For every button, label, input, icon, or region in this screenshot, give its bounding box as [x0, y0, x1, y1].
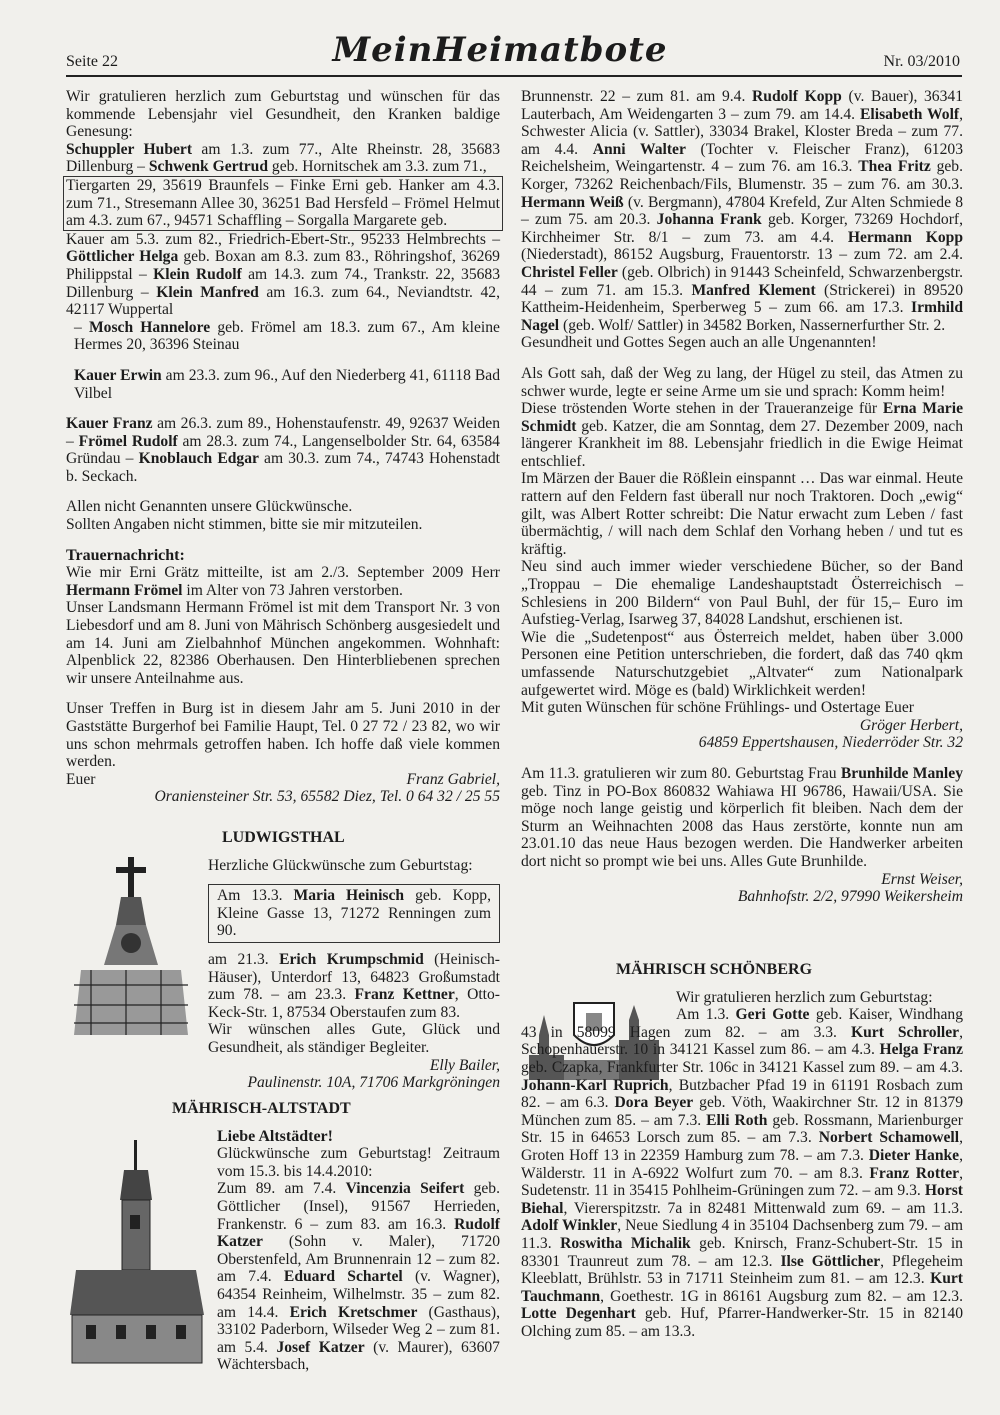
section-title: MÄHRISCH SCHÖNBERG — [616, 961, 813, 978]
right-column — [521, 88, 963, 906]
signature-name: Elly Bailer, — [429, 1056, 500, 1074]
birthday-entry: Kauer Franz am 26.3. zum 89., Hohenstaufenstr. 49, 92637 Weiden – Frömel Rudolf am 28.3. zum 74., Langenselbolder Str. 64, 63584 Gründau – Knoblauch Edgar am 30.3. zum 74., 74743 Hohenstadt b. Seckach. — [66, 415, 500, 485]
section-title: LUDWIGSTHAL — [222, 829, 345, 846]
schoenberg-section — [521, 961, 963, 1340]
signature-name: Ernst Weiser, — [881, 870, 963, 888]
signature-line: Euer Franz Gabriel, — [66, 770, 500, 788]
obituary-heading: Trauernachricht: — [66, 546, 185, 564]
birthday-entry: Kauer Erwin am 23.3. zum 96., Auf den Niederberg 41, 61118 Bad Vilbel — [74, 366, 500, 402]
signature-address: Paulinenstr. 10A, 71706 Markgröningen — [247, 1074, 500, 1092]
greeting: Herzliche Glückwünsche zum Geburtstag: — [208, 856, 473, 874]
condolence-quote: Als Gott sah, daß der Weg zu lang, der Hügel zu steil, das Atmen zu schwer wurde, legte er seine Arme um sie und sprach: Komm heim! — [521, 364, 963, 400]
greeting: Wir gratulieren herzlich zum Geburtstag: — [676, 988, 933, 1006]
page-number: Seite 22 — [66, 53, 118, 70]
wishes: Mit guten Wünschen für schöne Frühlings- und Ostertage Euer — [521, 699, 914, 717]
signature-address: 64859 Eppertshausen, Niederröder Str. 32 — [698, 734, 963, 752]
altstadt-section — [172, 1100, 501, 1374]
intro-text: Wir gratulieren herzlich zum Geburtstag und wünschen für das kommende Lebensjahr viel Gesundheit, den Kranken baldige Genesung: — [66, 88, 500, 141]
obituary-text: Diese tröstenden Worte stehen in der Traueranzeige für Erna Marie Schmidt geb. Katzer, die am Sonntag, dem 27. Dezember 2009, nach längerer Krankheit im 88. Lebensjahr friedlich in die Ewige Heimat entschlief. — [521, 400, 963, 470]
highlighted-entry: Am 13.3. Maria Heinisch geb. Kopp, Kleine Gasse 13, 71272 Renningen zum 90. — [208, 884, 500, 943]
page-header — [0, 0, 1000, 80]
signature-address: Bahnhofstr. 2/2, 97990 Weikersheim — [737, 888, 963, 906]
birthday-text: Am 11.3. gratulieren wir zum 80. Geburtstag Frau Brunhilde Manley geb. Tinz in PO-Box 860832 Wahiawa HI 96786, Hawaii/USA. Sie möge noch lange geistig und körperlich fit bleiben. Nach dem der Sturm an Weihnachten 2008 das Haus zerstörte, konnte nun am 23.01.10 das neue Haus bezogen werden. Die Handwerker arbeiten dort nicht so prompt wie bei uns. Alles Gute Brunhilde. — [521, 764, 963, 870]
church-illustration — [66, 1140, 206, 1365]
greeting-heading: Liebe Altstädter! — [217, 1127, 333, 1145]
obituary-text: Unser Landsmann Hermann Frömel ist mit dem Transport Nr. 3 von Liebesdorf und am 8. Juni von Mährisch Schönberg ausgesiedelt und am 14. Juni am Zielbahnhof München angekommen. Wohnhaft: Alpenblick 22, 82386 Oberhausen. Den Hinterbliebenen sprechen wir unsere Anteilnahme aus. — [66, 599, 500, 687]
signature-address: Oraniensteiner Str. 53, 65582 Diez, Tel. 0 64 32 / 25 55 — [154, 788, 500, 806]
header-rule — [66, 75, 962, 77]
ludwigsthal-section — [208, 829, 500, 1092]
birthday-list: Zum 89. am 7.4. Vincenzia Seifert geb. Göttlicher (Insel), 91567 Herrieden, Frankenstr. 6 – zum 83. am 16.3. Rudolf Katzer (Sohn v. Maler), 71720 Oberstenfeld, Am Brunnenrain 12 – zum 82. am 7.4. Eduard Schartel (v. Wagner), 64354 Reinheim, Wilhelmstr. 35 – zum 82. am 14.4. Erich Kretschmer (Gasthaus), 33102 Paderborn, Wilseder Weg 2 – zum 81. am 5.4. Josef Katzer (v. Maurer), 63607 Wächtersbach, — [217, 1180, 501, 1374]
wayside-cross-illustration — [66, 855, 196, 1040]
issue-number: Nr. 03/2010 — [883, 53, 960, 70]
period-text: Glückwünsche zum Geburtstag! Zeitraum vom 15.3. bis 14.4.2010: — [217, 1145, 500, 1180]
signature-name: Gröger Herbert, — [859, 716, 963, 734]
obituary-text: Wie mir Erni Grätz mitteilte, ist am 2./3. September 2009 Herr Hermann Frömel im Alter von 73 Jahren verstorben. — [66, 564, 500, 599]
left-column — [66, 88, 500, 806]
birthday-entry: – Mosch Hannelore geb. Frömel am 18.3. zum 67., Am kleine Hermes 20, 36396 Steinau — [74, 318, 500, 354]
spring-text: Im Märzen der Bauer die Rößlein einspannt … Das war einmal. Heute rattern auf den Feldern fast überall nur noch Traktoren. Doch „ewig“ gilt, was Albert Rotter schreibt: Die Natur erwacht zum Leben / fast übermächtig, / will nach dem Schlaf den Vorhang heben / und tut es kräftig. — [521, 470, 963, 558]
wishes: Wir wünschen alles Gute, Glück und Gesundheit, als ständiger Begleiter. — [208, 1021, 500, 1056]
birthday-list: Schuppler Hubert am 1.3. zum 77., Alte Rheinstr. 28, 35683 Dillenburg – Schwenk Gertrud geb. Hornitschek am 3.3. zum 71., — [66, 140, 500, 176]
masthead-title: MeinHeimatbote — [332, 30, 668, 70]
birthday-list: Am 1.3. Geri Gotte geb. Kaiser, Windhang 43 in 58099 Hagen zum 82. – am 3.3. Kurt Schroller, Schopenhauerstr. 10 in 34121 Kassel zum 86. – am 4.3. Helga Franz geb. Czapka, Frankfurter Str. 106c in 34121 Kassel zum 89. – am 4.3. Johann-Karl Ruprich, Butzbacher Pfad 19 in 61191 Rosbach zum 82. – am 6.3. Dora Beyer geb. Vöth, Waakirchner Str. 12 in 81379 München zum 85. – am 7.3. Elli Roth geb. Rossmann, Marienburger Str. 15 in 64653 Lorsch zum 85. – am 7.3. Norbert Schamowell, Groten Hoff 13 in 22359 Hamburg zum 78. – am 7.3. Dieter Hanke, Wälderstr. 11 in A-6922 Wolfurt zum 70. – am 8.3. Franz Rotter, Sudetenstr. 11 in 35415 Pohlheim-Grüningen zum 72. – am 9.3. Horst Biehal, Viererspitzstr. 7a in 82481 Mittenwald zum 69. – am 11.3. Adolf Winkler, Neue Siedlung 4 in 35104 Dachsenberg zum 79. – am 11.3. Roswitha Michalik geb. Knirsch, Franz-Schubert-Str. 15 in 83301 Traunreut zum 78. – am 12.3. Ilse Göttlicher, Pflegeheim Kleeblatt, Brühlstr. 53 in 71711 Steinheim zum 81. – am 12.3. Kurt Tauchmann, Goethestr. 1G in 86161 Augsburg zum 82. – am 12.3. Lotte Degenhart geb. Huf, Pfarrer-Handwerker-Str. 15 in 82140 Olching zum 85. – am 13.3. — [521, 1006, 964, 1340]
closing-line: Sollten Angaben nicht stimmen, bitte sie mir mitzuteilen. — [66, 516, 423, 534]
section-title: MÄHRISCH-ALTSTADT — [172, 1100, 351, 1117]
petition-text: Wie die „Sudetenpost“ aus Österreich meldet, haben über 3.000 Personen eine Petition unterschrieben, die fordert, daß das 740 qkm umfassende Naturschutzgebiet „Altvater“ zum Nationalpark aufgewertet wird. Möge es (bald) Wirklichkeit werden! — [521, 628, 963, 699]
blessing: Gesundheit und Gottes Segen auch an alle Ungenannten! — [521, 334, 877, 352]
highlighted-entry: Tiergarten 29, 35619 Braunfels – Finke Erni geb. Hanker am 4.3. zum 71., Stresemann Allee 30, 36251 Bad Hersfeld – Frömel Helmut am 4.3. zum 67., 94571 Schaffling – Sorgalla Margarete geb. — [63, 176, 503, 231]
closing-line: Allen nicht Genannten unsere Glückwünsche. — [66, 498, 353, 516]
book-text: Neu sind auch immer wieder verschiedene Bücher, so der Band „Troppau – Die ehemalige Landeshauptstadt Österreichisch – Schlesiens in 200 Bildern“ von Paul Buhl, der für 15,– Euro im Aufstieg-Verlag, Isarweg 37, 84028 Landshut, erschienen ist. — [521, 558, 963, 629]
birthday-list: Brunnenstr. 22 – zum 81. am 9.4. Rudolf Kopp (v. Bauer), 36341 Lauterbach, Am Weidengarten 3 – zum 79. am 14.4. Elisabeth Wolf, Schwester Alicia (v. Sattler), 33034 Brakel, Kloster Breda – zum 77. am 4.4. Anni Walter (Tochter v. Fleischer Franz), 61203 Reichelsheim, Weingartenstr. 4 – zum 76. am 16.3. Thea Fritz geb. Korger, 73262 Reichenbach/Fils, Blumenstr. 35 – zum 76. am 30.3. Hermann Weiß (v. Bergmann), 47804 Krefeld, Zur Alten Schmiede 8 – zum 75. am 20.3. Johanna Frank geb. Korger, 73269 Hochdorf, Kirchheimer Str. 8/1 – zum 73. am 4.4. Hermann Kopp (Niederstadt), 86152 Augsburg, Frauentorstr. 13 – zum 72. am 2.4. Christel Feller (geb. Olbrich) in 91443 Scheinfeld, Schwarzenbergstr. 44 – zum 71. am 15.3. Manfred Klement (Strickerei) in 89520 Kattheim-Heidenheim, Sperberweg 5 – zum 66. am 17.3. Irmhild Nagel (geb. Wolf/ Sattler) in 34582 Borken, Nassernerfurther Str. 2. — [521, 88, 963, 334]
meeting-text: Unser Treffen in Burg ist in diesem Jahr am 5. Juni 2010 in der Gaststätte Burgerhof bei Familie Haupt, Tel. 0 27 72 / 23 82, wo wir uns schon mehrmals getroffen haben. Ich hoffe daß viele kommen werden. — [66, 700, 500, 771]
birthday-entry: am 21.3. Erich Krumpschmid (Heinisch-Häuser), Unterdorf 13, 64823 Großumstadt zum 78. – am 23.3. Franz Kettner, Otto-Keck-Str. 1, 87534 Oberstaufen zum 83. — [208, 950, 500, 1021]
birthday-list-cont: Kauer am 5.3. zum 82., Friedrich-Ebert-Str., 95233 Helmbrechts – Göttlicher Helga geb. Boxan am 8.3. zum 83., Röhringshof, 36269 Philippstal – Klein Rudolf am 14.3. zum 74., Trankstr. 22, 35683 Dillenburg – Klein Manfred am 16.3. zum 64., Neviandtstr. 42, 42117 Wuppertal — [66, 230, 501, 319]
